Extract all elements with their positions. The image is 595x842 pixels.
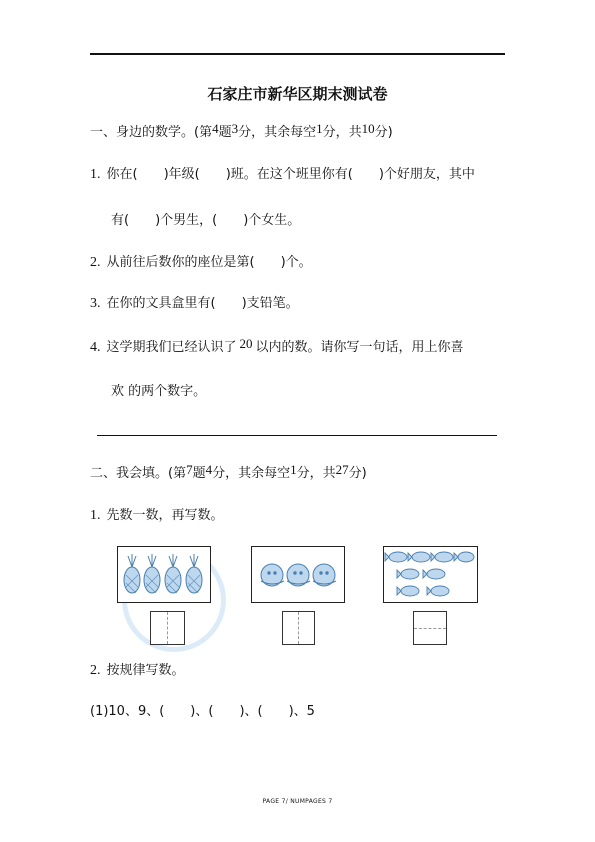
q3-line — [90, 295, 299, 313]
pineapple-illustration — [118, 547, 210, 602]
q2-number: 2. — [90, 255, 101, 270]
fish-icon — [431, 552, 453, 562]
q2-text: 从前往后数你的座位是第( )个。 — [106, 255, 312, 270]
pineapple-icon — [144, 554, 160, 593]
section2-pts2: 1 — [290, 462, 297, 477]
q4-line2 — [111, 383, 206, 401]
fish-icon — [397, 586, 419, 596]
section1-total: 10 — [361, 121, 375, 136]
q4-number: 4. — [90, 340, 101, 355]
fish-icon — [408, 552, 430, 562]
q1-number: 1. — [90, 167, 101, 182]
pineapple-icon — [124, 554, 140, 593]
section1-pts1: 3 — [231, 121, 239, 136]
s2q2-line — [90, 662, 185, 680]
s2q1-number: 1. — [90, 508, 101, 523]
picture-box-pineapples — [117, 546, 211, 603]
q4-text-b: 以内的数。请你写一句话，用上你喜 — [255, 340, 464, 355]
section1-heading — [90, 123, 393, 142]
section2-heading — [90, 464, 367, 483]
q4-text-a: 这学期我们已经认识了 — [106, 340, 237, 355]
s2q2-number: 2. — [90, 663, 101, 678]
section1-prefix: 一、身边的数学。(第 — [90, 125, 213, 140]
q4-text2: 欢 的两个数字。 — [111, 384, 207, 399]
q4-number-20: 20 — [239, 336, 253, 351]
q3-number: 3. — [90, 296, 101, 311]
fish-icon — [385, 552, 407, 562]
section1-suffix: 分) — [374, 125, 393, 140]
answer-box-fish[interactable] — [413, 611, 447, 645]
section1-qfrom: 4 — [212, 121, 219, 136]
q4-line1 — [90, 338, 464, 357]
q1-line2 — [111, 212, 300, 230]
section2-qfrom: 7 — [186, 462, 193, 477]
q1-text1: 你在( )年级( )班。在这个班里你有( )个好朋友，其中 — [106, 167, 475, 182]
picture-box-fish — [383, 546, 478, 603]
q3-text: 在你的文具盒里有( )支铅笔。 — [106, 296, 299, 311]
section2-suffix: 分) — [348, 466, 367, 481]
q1-text2: 有( )个男生，( )个女生。 — [111, 213, 301, 228]
fish-illustration — [384, 547, 477, 602]
snail-icon — [261, 564, 284, 586]
section2-total: 27 — [335, 462, 349, 477]
section1-mid3: 分，共 — [322, 125, 362, 140]
s2q2-sub1: (1)10、9、( )、( )、( )、5 — [90, 704, 315, 719]
snail-icon — [287, 564, 310, 586]
snail-icon — [313, 564, 336, 586]
s2q2-text: 按规律写数。 — [106, 663, 185, 678]
q2-line — [90, 254, 312, 272]
fish-icon — [427, 586, 449, 596]
fish-icon — [397, 569, 419, 579]
snail-illustration — [252, 547, 344, 602]
fish-icon — [423, 569, 445, 579]
picture-box-snails — [251, 546, 345, 603]
answer-box-snails[interactable] — [282, 611, 315, 645]
section2-mid1: 题 — [192, 466, 206, 481]
section2-mid3: 分，共 — [296, 466, 336, 481]
s2q1-text: 先数一数，再写数。 — [106, 508, 224, 523]
section2-mid2: 分，其余每空 — [212, 466, 291, 481]
q1-line1 — [90, 166, 475, 184]
fish-icon — [454, 552, 474, 562]
pineapple-icon — [165, 554, 181, 593]
s2q1-line — [90, 507, 224, 525]
page-footer: PAGE 7/ NUMPAGES 7 — [262, 798, 333, 805]
section2-prefix: 二、我会填。(第 — [90, 466, 187, 481]
q4-answer-line — [97, 435, 497, 436]
section2-pts1: 4 — [205, 462, 213, 477]
page-title: 石家庄市新华区期末测试卷 — [207, 85, 388, 103]
answer-box-pineapples[interactable] — [150, 611, 185, 645]
section1-pts2: 1 — [316, 121, 323, 136]
pineapple-icon — [186, 554, 202, 593]
header-rule — [90, 53, 505, 55]
section1-mid2: 分，其余每空 — [238, 125, 317, 140]
section1-mid1: 题 — [218, 125, 232, 140]
